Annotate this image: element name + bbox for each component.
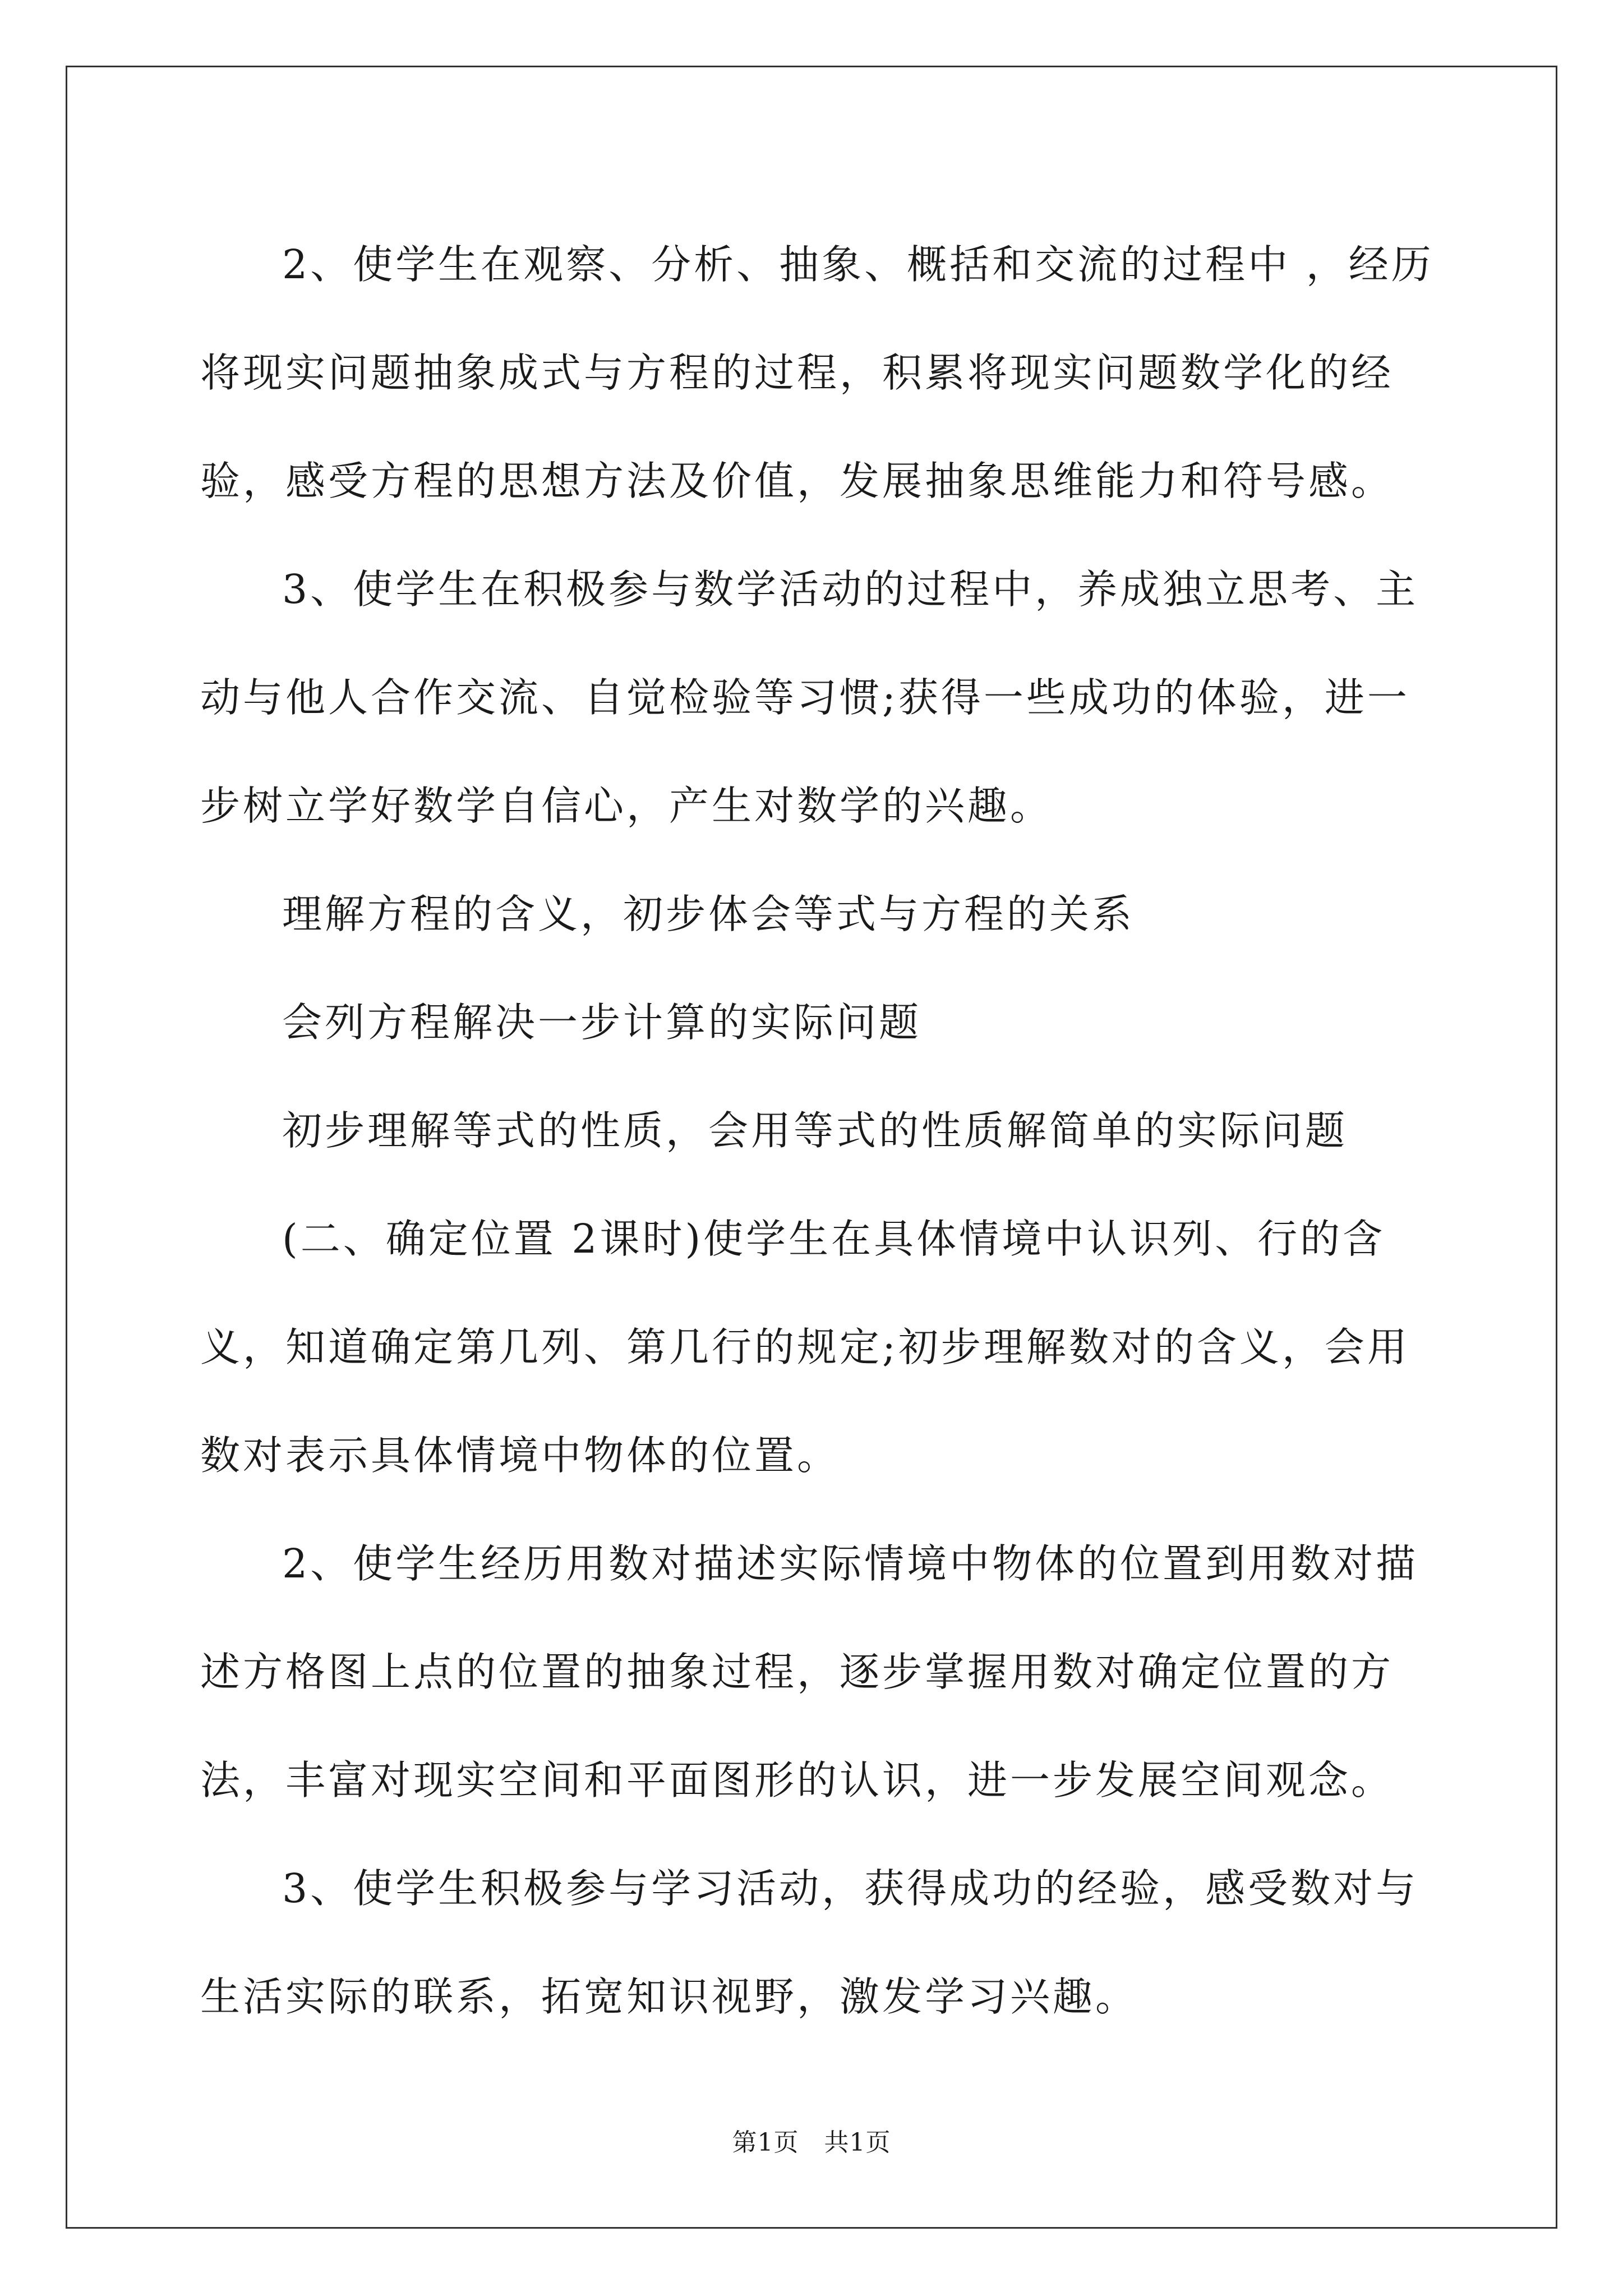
paragraph: 初步理解等式的性质，会用等式的性质解简单的实际问题 xyxy=(282,1107,1348,1154)
paragraph: (二、确定位置 2课时)使学生在具体情境中认识列、行的含义，知道确定第几列、第几行的规定;初步理解数对的含义，会用数对表示具体情境中物体的位置。 xyxy=(200,1216,1410,1479)
paragraph: 会列方程解决一步计算的实际问题 xyxy=(282,999,922,1046)
document-body xyxy=(200,210,1434,2051)
paragraph: 2、使学生在观察、分析、抽象、概括和交流的过程中 ，经历将现实问题抽象成式与方程的过程，积累将现实问题数学化的经验，感受方程的思想方法及价值，发展抽象思维能力和符号感。 xyxy=(200,241,1434,504)
paragraph: 3、使学生在积极参与数学活动的过程中，养成独立思考、主动与他人合作交流、自觉检验等习惯;获得一些成功的体验，进一步树立学好数学自信心，产生对数学的兴趣。 xyxy=(200,566,1419,829)
page-number: 第1页 xyxy=(732,2128,799,2157)
paragraph: 理解方程的含义，初步体会等式与方程的关系 xyxy=(282,891,1135,937)
paragraph: 3、使学生积极参与学习活动，获得成功的经验，感受数对与生活实际的联系，拓宽知识视野，激发学习兴趣。 xyxy=(200,1865,1419,2020)
page-total: 共1页 xyxy=(824,2128,891,2157)
paragraph: 2、使学生经历用数对描述实际情境中物体的位置到用数对描述方格图上点的位置的抽象过程，逐步掌握用数对确定位置的方法，丰富对现实空间和平面图形的认识，进一步发展空间观念。 xyxy=(200,1540,1419,1803)
page-footer xyxy=(0,2126,1623,2160)
